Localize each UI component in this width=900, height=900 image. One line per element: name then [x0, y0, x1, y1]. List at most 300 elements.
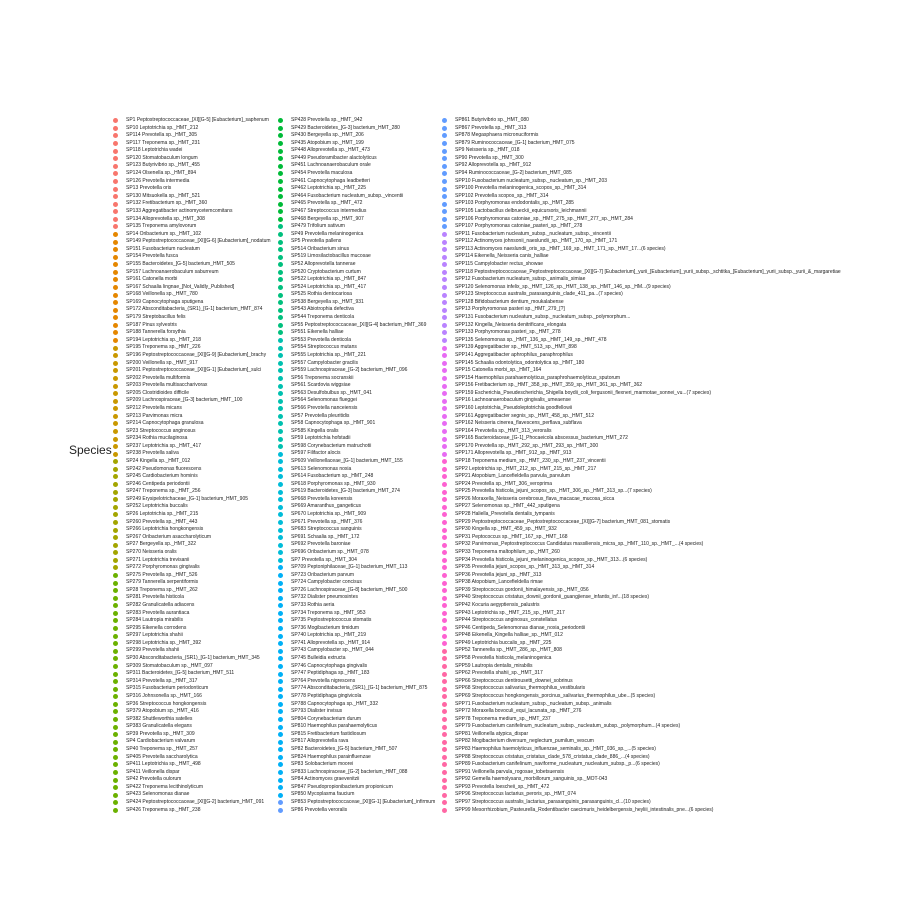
legend-label: SPP135 Selenomonas sp._HMT_136_sp._HMT_149_sp._HMT_478 [455, 336, 607, 343]
legend-label: SPP100 Prevotella melaninogenica_scopos_sp._HMT_314 [455, 185, 587, 192]
legend-swatch [278, 808, 283, 813]
legend-label: SPP112 Actinomyces johnsonii_naeslundii_sp._HMT_170_sp._HMT_171 [455, 238, 618, 245]
legend-swatch [278, 240, 283, 245]
legend-swatch [113, 293, 118, 298]
legend-label: SP423 Selenomonas dianae [126, 791, 190, 798]
legend-label: SP383 Granulicatella elegans [126, 723, 192, 730]
legend-label: SP297 Leptotrichia shahii [126, 632, 183, 639]
legend-label: SPP170 Prevotella sp._HMT_292_sp._HMT_293_sp._HMT_300 [455, 442, 599, 449]
legend-label: SP132 Fretibacterium sp._HMT_360 [126, 200, 208, 207]
legend-label: SPP96 Streptococcus lactarius_peroris_sp._HMT_074 [455, 791, 576, 798]
legend-label: SPP79 Fusobacterium canifelinum_nucleatum_subsp._nucleatum_subsp._polymorphum...(4 species) [455, 723, 681, 730]
legend-label: SP543 Abiotrophia defectiva [291, 306, 354, 313]
legend-label: SP309 Stomatobaculum sp._HMT_097 [126, 662, 213, 669]
legend-label: SP209 Lachnospiraceae_[G-3] bacterium_HMT_100 [126, 397, 243, 404]
legend-swatch [113, 611, 118, 616]
legend-label: SP282 Granulicatella adiacens [126, 602, 195, 608]
legend-swatch [278, 156, 283, 161]
legend-swatch [278, 391, 283, 396]
legend-swatch [442, 709, 447, 714]
legend-swatch [278, 770, 283, 775]
legend-label: SP315 Fusobacterium periodonticum [126, 685, 209, 692]
legend-swatch [442, 778, 447, 783]
legend-label: SP55 Peptostreptococcaceae_[XI][G-4] bacterium_HMT_369 [291, 321, 427, 328]
legend-swatch [442, 277, 447, 282]
legend-swatch [113, 490, 118, 495]
legend-swatch [113, 361, 118, 366]
legend-swatch [442, 762, 447, 767]
legend-label: SP723 Oribacterium parvum [291, 571, 355, 578]
legend-swatch [278, 149, 283, 154]
legend-swatch [113, 550, 118, 555]
legend-swatch [278, 512, 283, 517]
legend-swatch [113, 270, 118, 275]
legend-swatch [113, 467, 118, 472]
legend-swatch [442, 240, 447, 245]
legend-swatch [442, 679, 447, 684]
legend-label: SPP39 Streptococcus gordonii_himalayensis_sp._HMT_056 [455, 586, 589, 593]
legend-label: SPP40 Streptococcus cristatus_downii_gordonii_guangjiense_infantis_inf...(18 species) [455, 594, 650, 601]
legend-swatch [278, 270, 283, 275]
legend-swatch [278, 649, 283, 654]
legend-swatch [278, 224, 283, 229]
legend-label: SP424 Peptostreptococcaceae_[XI][G-2] bacterium_HMT_091 [126, 799, 265, 806]
legend-label: SPP113 Actinomyces naeslundii_oris_sp._HMT_169_sp._HMT_171_sp._HMT_17...(6 species) [455, 245, 666, 252]
legend-swatch [113, 520, 118, 525]
legend-swatch [278, 467, 283, 472]
legend-swatch [278, 330, 283, 335]
legend-label: SP598 Corynebacterium matruchotii [291, 442, 372, 449]
legend-swatch [113, 346, 118, 351]
legend-label: SP815 Fretibacterium fastidiosum [291, 730, 367, 737]
legend-swatch [278, 634, 283, 639]
legend-swatch [278, 247, 283, 252]
legend-swatch [113, 255, 118, 260]
legend-swatch [442, 406, 447, 411]
legend-label: SP126 Prevotella intermedia [126, 177, 190, 184]
legend-label: SP544 Treponema denticola [291, 314, 355, 321]
legend-swatch [442, 338, 447, 343]
legend-label: SPP118 Peptostreptococcaceae_Peptostreptococcaceae_[XI][G-7] [Eubacterium]_yurii_[Eubacterium]_yurii_subsp._schtitka_[Eubacterium]_yurii_subsp._yurii_&_margaretiae [455, 268, 841, 275]
legend-swatch [442, 179, 447, 184]
legend-swatch [113, 543, 118, 548]
legend-label: SP42 Prevotella oulorum [126, 776, 182, 783]
legend-label: SP272 Porphyromonas gingivalis [126, 564, 200, 571]
legend-swatch [278, 694, 283, 699]
legend-label: SPP28 Haliella_Prevotella dentalis_tympanis [455, 511, 555, 518]
legend-swatch [442, 528, 447, 533]
legend-swatch [113, 596, 118, 601]
legend-label: SPP159 Escherichia_Pseudescherichia_Shigella boydii_coli_fergusonii_flexneri_marmotae_sonnei_vu...(7 species) [455, 389, 711, 396]
legend-label: SPP35 Prevotella jejuni_scopos_sp._HMT_313_sp._HMT_314 [455, 564, 595, 571]
legend-swatch [278, 603, 283, 608]
legend-label: SP14 Oribacterium sp._HMT_102 [126, 230, 202, 237]
legend-swatch [278, 414, 283, 419]
legend-label: SP426 Treponema sp._HMT_238 [126, 806, 201, 813]
legend-label: SP524 Leptotrichia sp._HMT_417 [291, 283, 367, 290]
legend-swatch [442, 330, 447, 335]
legend-swatch [442, 444, 447, 449]
legend-label: SPP29 Peptostreptococcaceae_Peptostreptococcaceae_[XI][G-7] bacterium_HMT_081_stomatis [455, 518, 671, 525]
legend-swatch [442, 603, 447, 608]
legend-swatch [113, 672, 118, 677]
legend-label: SPP2 Leptotrichia sp._HMT_212_sp._HMT_215_sp._HMT_217 [455, 465, 597, 472]
legend-label: SP557 Campylobacter gracilis [291, 359, 358, 366]
legend-label: SP804 Corynebacterium durum [291, 715, 362, 722]
legend-label: SP5 Prevotella pallens [291, 238, 342, 245]
legend-swatch [113, 376, 118, 381]
legend-label: SP202 Prevotella multiformis [126, 374, 191, 381]
legend-swatch [442, 573, 447, 578]
legend-label: SP39 Prevotella sp._HMT_309 [126, 730, 195, 737]
legend-swatch [442, 171, 447, 176]
legend-label: SPP99 Mesorrhizobium_Pasteurella_Rodentibacter caecimuris_heidelbergensis_heyliii_intestinalis_pne...(6 species) [455, 806, 714, 813]
legend-label: SP201 Peptostreptococcaceae_[XI][G-1] [Eubacterium]_sulci [126, 367, 262, 374]
legend-swatch [113, 725, 118, 730]
legend-swatch [442, 520, 447, 525]
legend-swatch [442, 262, 447, 267]
legend-swatch [113, 505, 118, 510]
legend-label: SP279 Tannerella serpentiformis [126, 579, 199, 586]
legend-label: SP709 Peptoniphilaceae_[G-1] bacterium_HMT_113 [291, 564, 408, 571]
legend-label: SPP97 Streptococcus australis_lactarius_parasanguinis_parasanguinis_cl...(10 species) [455, 799, 651, 806]
legend-swatch [278, 437, 283, 442]
legend-swatch [278, 482, 283, 487]
legend-label: SP246 Centipeda periodontii [126, 480, 190, 487]
legend-label: SP284 Lautropia mirabilis [126, 617, 183, 624]
legend-swatch [442, 558, 447, 563]
legend-label: SP669 Amaranthus_gangeticus [291, 503, 362, 510]
legend-swatch [113, 179, 118, 184]
legend-label: SP7 Prevotella sp._HMT_304 [291, 556, 357, 563]
legend-label: SPP10 Fusobacterium nucleatum_subsp._nucleatum_sp._HMT_203 [455, 177, 608, 184]
legend-label: SP740 Leptotrichia sp._HMT_219 [291, 632, 367, 639]
legend-swatch [278, 179, 283, 184]
legend-label: SP554 Streptococcus mutans [291, 344, 357, 351]
legend-swatch [442, 300, 447, 305]
legend-label: SP234 Rothia mucilaginosa [126, 435, 188, 442]
legend-label: SPP145 Schaalia odontolytica_odontolytica sp._HMT_180 [455, 359, 585, 366]
legend-label: SPP42 Kocuria aegyptiensis_palustris [455, 602, 540, 608]
legend-swatch [113, 171, 118, 176]
legend-swatch [113, 338, 118, 343]
legend-swatch [113, 399, 118, 404]
legend-swatch [113, 384, 118, 389]
legend-label: SPP71 Fusobacterium nucleatum_subsp._nucleatum_subsp._animalis [455, 700, 612, 707]
legend-label: SPP139 Aggregatibacter sp._HMT_513_sp._HMT_898 [455, 344, 577, 351]
legend-label: SPP38 Atopobium_Lancefieldella rimae [455, 579, 543, 586]
legend-swatch [442, 217, 447, 222]
legend-swatch [278, 277, 283, 282]
legend-label: SP124 Olsenella sp._HMT_894 [126, 170, 197, 177]
legend-label: SP283 Prevotella aurantiaca [126, 609, 190, 616]
legend-swatch [113, 459, 118, 464]
legend-swatch [278, 505, 283, 510]
legend-label: SPP92 Gemella haemolysans_morbillorum_sanguinis_sp._MOT-043 [455, 776, 608, 783]
legend-swatch [442, 255, 447, 260]
legend-label: SPP81 Veillonella atypica_dispar [455, 730, 529, 737]
legend-swatch [113, 656, 118, 661]
legend-swatch [113, 747, 118, 752]
legend-label: SP9 Neisseria sp._HMT_018 [455, 147, 520, 154]
legend-swatch [278, 293, 283, 298]
legend-swatch [442, 702, 447, 707]
legend-swatch [113, 573, 118, 578]
legend-swatch [278, 497, 283, 502]
legend-swatch [278, 444, 283, 449]
legend-label: SP275 Prevotella sp._HMT_526 [126, 571, 198, 578]
legend-swatch [113, 702, 118, 707]
legend-label: SPP102 Prevotella scopos_sp._HMT_314 [455, 192, 549, 199]
legend-label: SPP89 Fusobacterium canifelinum_naviforme_nucleatum_nucleatum_subsp._p...(6 species) [455, 761, 660, 768]
legend-label: SP27 Bergeyella sp._HMT_322 [126, 541, 197, 548]
legend-swatch [278, 800, 283, 805]
legend-swatch [278, 141, 283, 146]
legend-label: SP86 Prevotella veroralis [291, 806, 348, 813]
legend-swatch [278, 429, 283, 434]
legend-swatch [278, 535, 283, 540]
legend-swatch [442, 376, 447, 381]
legend-swatch [278, 285, 283, 290]
legend-swatch [113, 187, 118, 192]
legend-label: SPP48 Eikenella_Kingella halliae_sp._HMT_012 [455, 632, 563, 639]
legend-swatch [113, 141, 118, 146]
legend-swatch [442, 156, 447, 161]
legend-swatch [278, 255, 283, 260]
legend-swatch [113, 315, 118, 320]
legend-label: SP559 Lachnospiraceae_[G-2] bacterium_HMT_096 [291, 367, 408, 374]
legend-swatch [113, 512, 118, 517]
legend-label: SP520 Cryptobacterium curtum [291, 268, 361, 275]
legend-label: SP454 Prevotella maculosa [291, 170, 353, 177]
legend-swatch [278, 588, 283, 593]
legend-label: SP247 Treponema sp._HMT_256 [126, 488, 201, 495]
legend-swatch [278, 702, 283, 707]
legend-label: SP670 Leptotrichia sp._HMT_909 [291, 511, 367, 518]
legend-label: SP449 Pseudoramibacter alactolyticus [291, 154, 377, 161]
legend-swatch [113, 164, 118, 169]
legend-label: SP878 Megasphaera micronuciformis [455, 132, 539, 139]
legend-swatch [442, 770, 447, 775]
legend-label: SP861 Butyrivibrio sp._HMT_080 [455, 117, 529, 123]
legend-swatch [113, 240, 118, 245]
legend-swatch [442, 740, 447, 745]
legend-label: SP161 Catonella morbi [126, 276, 178, 283]
legend-label: SP10 Leptotrichia sp._HMT_212 [126, 124, 199, 131]
legend-swatch [442, 490, 447, 495]
legend-label: SP92 Alloprevotella sp._HMT_912 [455, 162, 532, 169]
legend-swatch [442, 323, 447, 328]
legend-swatch [442, 641, 447, 646]
legend-swatch [113, 558, 118, 563]
legend-swatch [113, 308, 118, 313]
legend-label: SP553 Prevotella denticola [291, 336, 352, 343]
legend-swatch [442, 232, 447, 237]
legend-swatch [278, 550, 283, 555]
legend-label: SP522 Leptotrichia sp._HMT_847 [291, 276, 367, 283]
legend-label: SPP49 Leptotrichia buccalis_sp._HMT_225 [455, 639, 552, 646]
legend-label: SP614 Fusobacterium sp._HMT_248 [291, 473, 374, 480]
legend-label: SP49 Prevotella melaninogenica [291, 230, 364, 237]
legend-swatch [113, 285, 118, 290]
legend-swatch [442, 687, 447, 692]
legend-swatch [113, 535, 118, 540]
legend-label: SP467 Streptococcus intermedius [291, 207, 367, 214]
legend-swatch [278, 664, 283, 669]
legend-label: SP551 Eikenella halliae [291, 329, 344, 336]
legend-label: SP123 Butyrivibrio sp._HMT_455 [126, 162, 200, 169]
legend-swatch [442, 482, 447, 487]
legend-label: SPP141 Aggregatibacter aphrophilus_paraphrophilus [455, 351, 573, 358]
legend-swatch [278, 217, 283, 222]
legend-swatch [113, 717, 118, 722]
legend-label: SP609 Veillonellaceae_[G-1] bacterium_HMT_155 [291, 458, 403, 465]
legend-label: SP57 Prevotella pleuritidis [291, 412, 350, 419]
legend-label: SP167 Schaalia lingnae_[Not_Validly_Published] [126, 283, 235, 290]
legend-swatch [113, 565, 118, 570]
legend-label: SP741 Alloprevotella sp._HMT_914 [291, 639, 370, 646]
legend-swatch [442, 755, 447, 760]
legend-label: SP299 Prevotella shahii [126, 647, 180, 654]
legend-label: SP90 Prevotella sp._HMT_300 [455, 154, 524, 161]
legend-swatch [113, 149, 118, 154]
legend-label: SPP68 Streptococcus salivarius_thermophilus_vestibularis [455, 685, 586, 692]
legend-label: SPP32 Parvimonas_Peptostreptococcus Candidatus massiliensis_micra_sp._HMT_110_sp._HMT_...(4 species) [455, 541, 704, 548]
legend-swatch [278, 346, 283, 351]
legend-swatch [442, 346, 447, 351]
legend-label: SP52 Alloprevotella tannerae [291, 260, 356, 267]
legend-swatch [278, 543, 283, 548]
legend-swatch [278, 452, 283, 457]
legend-swatch [442, 187, 447, 192]
legend-label: SP195 Treponema sp._HMT_226 [126, 344, 201, 351]
legend-label: SP295 Eikenella corrodens [126, 624, 187, 631]
legend-label: SP411 Veillonella dispar [126, 768, 180, 775]
legend-label: SP28 Treponema sp._HMT_262 [126, 586, 198, 593]
legend-swatch [113, 778, 118, 783]
legend-label: SP84 Actinomyces graevenitzii [291, 776, 360, 783]
legend-label: SPP82 Mogibacterium diversum_neglectum_pumilum_vescum [455, 738, 594, 745]
legend-swatch [278, 421, 283, 426]
legend-swatch [113, 800, 118, 805]
legend-label: SP203 Prevotella multisaccharivorax [126, 382, 208, 389]
legend-label: SP83 Solobacterium moorei [291, 761, 354, 768]
legend-swatch [278, 709, 283, 714]
legend-swatch [442, 429, 447, 434]
legend-label: SP850 Mycoplasma faucium [291, 791, 355, 798]
legend-label: SPP27 Selenomonas sp._HMT_442_sputigena [455, 503, 560, 510]
legend-swatch [278, 323, 283, 328]
legend-swatch [278, 209, 283, 214]
legend-label: SPP103 Porphyromonas endodontalis_sp._HMT_285 [455, 200, 574, 207]
legend-label: SP23 Streptococcus anginosus [126, 427, 196, 434]
legend-swatch [442, 437, 447, 442]
legend-label: SP563 Desulfobulbus sp._HMT_041 [291, 389, 372, 396]
legend-label: SP726 Lachnospiraceae_[G-8] bacterium_HMT_500 [291, 586, 408, 593]
legend-swatch [278, 717, 283, 722]
legend-swatch [278, 474, 283, 479]
legend-label: SPP105 Lactobacillus delbrueckii_equicursoris_leichmannii [455, 207, 587, 214]
legend-label: SPP83 Haemophilus haemolyticus_influenzae_seminalis_sp._HMT_036_sp._...(5 species) [455, 745, 656, 752]
legend-label: SPP93 Prevotella loescheii_sp._HMT_472 [455, 783, 550, 790]
legend-swatch [442, 550, 447, 555]
legend-swatch [442, 656, 447, 661]
legend-label: SP774 Absconditabacteria_(SR1)_[G-1] bacterium_HMT_875 [291, 685, 428, 692]
legend-label: SP314 Prevotella sp._HMT_317 [126, 677, 198, 684]
legend-label: SP733 Rothia aeria [291, 602, 335, 608]
legend-swatch [442, 672, 447, 677]
legend-label: SP853 Peptostreptococcaceae_[XI][G-1] [Eubacterium]_infirmum [291, 799, 436, 806]
legend-swatch [278, 618, 283, 623]
legend-label: SP238 Prevotella saliva [126, 450, 179, 457]
legend-swatch [278, 315, 283, 320]
legend-swatch [442, 368, 447, 373]
legend-swatch [113, 118, 118, 123]
legend-swatch [113, 626, 118, 631]
legend-label: SP734 Treponema sp._HMT_953 [291, 609, 366, 616]
legend-label: SP94 Ruminococcaceae_[G-2] bacterium_HMT_085 [455, 170, 572, 177]
legend-label: SP824 Haemophilus parainfluenzae [291, 753, 371, 760]
legend-swatch [442, 535, 447, 540]
legend-swatch [442, 497, 447, 502]
legend-swatch [442, 611, 447, 616]
legend-label: SPP154 Haemophilus parahaemolyticus_paraphrohaemolyticus_sputorum [455, 374, 621, 381]
legend-label: SPP72 Moraxella bovoculi_equi_lacunata_sp._HMT_276 [455, 708, 582, 715]
legend-swatch [278, 656, 283, 661]
legend-label: SPP115 Campylobacter rectus_showae [455, 260, 544, 267]
legend-label: SPP132 Kingella_Neisseria denitrificans_elongata [455, 321, 567, 328]
legend-label: SPP11 Fusobacterium nucleatum_subsp._nucleatum_subsp._vincentii [455, 230, 611, 237]
legend-swatch [113, 232, 118, 237]
legend-swatch [442, 247, 447, 252]
legend-label: SPP33 Treponema maltophilum_sp._HMT_260 [455, 548, 560, 555]
legend-swatch [278, 573, 283, 578]
legend-swatch [113, 194, 118, 199]
legend-swatch [113, 528, 118, 533]
legend-label: SPP31 Peptococcus sp._HMT_167_sp._HMT_168 [455, 533, 568, 540]
legend-swatch [442, 596, 447, 601]
legend-swatch [113, 709, 118, 714]
legend-label: SP696 Oribacterium sp._HMT_078 [291, 548, 369, 555]
legend-label: SP735 Peptostreptococcus stomatis [291, 617, 372, 624]
legend-label: SP36 Streptococcus hongkongensis [126, 700, 207, 707]
legend-label: SP747 Peptidiphaga sp._HMT_183 [291, 670, 370, 677]
legend-swatch [442, 747, 447, 752]
legend-label: SP4 Cardiobacterium valvarum [126, 738, 196, 745]
legend-swatch [113, 641, 118, 646]
legend-label: SP252 Leptotrichia buccalis [126, 503, 188, 510]
legend-swatch [113, 785, 118, 790]
legend-label: SP833 Lachnospiraceae_[G-2] bacterium_HMT_088 [291, 768, 408, 775]
legend-label: SP187 Pinus sylvestris [126, 321, 177, 328]
legend-label: SP188 Tannerella forsythia [126, 329, 186, 336]
legend-label: SP566 Prevotella nanceiensis [291, 404, 358, 411]
legend-label: SP149 Peptostreptococcaceae_[XI][G-6] [Eubacterium]_nodatum [126, 238, 271, 245]
legend-label: SPP52 Tannerella sp._HMT_286_sp._HMT_808 [455, 647, 562, 654]
legend-label: SP118 Leptotrichia wadei [126, 147, 183, 154]
legend-swatch [278, 300, 283, 305]
legend-label: SP242 Pseudomonas fluorescens [126, 465, 202, 472]
legend-swatch [113, 770, 118, 775]
legend-label: SP468 Bergeyella sp._HMT_907 [291, 215, 364, 222]
legend-label: SP82 Bacteroidetes_[G-5] bacterium_HMT_507 [291, 745, 398, 752]
legend-swatch [442, 459, 447, 464]
legend-label: SP134 Alloprevotella sp._HMT_308 [126, 215, 205, 222]
legend-swatch [442, 565, 447, 570]
legend-label: SP464 Fusobacterium nucleatum_subsp._vincentii [291, 192, 404, 199]
legend-label: SP214 Capnocytophaga granulosa [126, 420, 204, 427]
legend-label: SP157 Lachnoanaerobaculum saburreum [126, 268, 219, 275]
